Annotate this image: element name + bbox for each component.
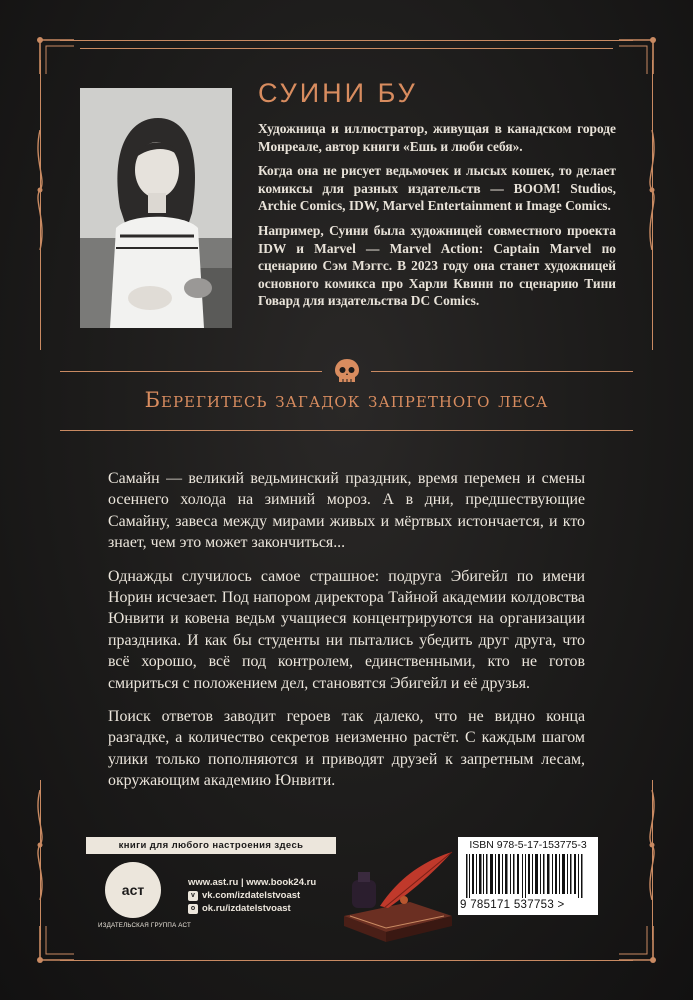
- frame-bottom-line: [60, 960, 633, 961]
- blurb-paragraph: Однажды случилось самое страшное: подруга Эбигейл по имени Норин исчезает. Под напором директора Тайной академии колдовства Юнвити и ковена ведьм учащиеся концентрируются на организации праздника. И как бы студенты ни пытались убедить друг друга, что всё хорошо, всё под контролем, единственными, кто не готов смириться с положением дел, становятся Эбигейл и её друзья.: [108, 567, 585, 692]
- promo-ribbon: книги для любого настроения здесь: [86, 837, 336, 854]
- blurb-paragraph: Поиск ответов заводит героев так далеко, что не видно конца разгадке, а количество секретов неизменно растёт. С каждым шагом улики только пополняются и приводят друзей к запретным лесам, окружающим академию Юнвити.: [108, 708, 585, 790]
- websites-link[interactable]: www.ast.ru | www.book24.ru: [188, 877, 317, 888]
- ok-link[interactable]: ok.ru/izdatelstvoast: [202, 903, 291, 914]
- websites-row: [188, 876, 316, 889]
- bio-paragraph: Художница и иллюстратор, живущая в канадском городе Монреале, автор книги «Ешь и люби себя».: [258, 121, 616, 154]
- author-name: СУИНИ БУ: [258, 78, 418, 108]
- author-photo: [80, 88, 232, 328]
- bio-paragraph: Например, Суини была художницей совместного проекта IDW и Marvel — Marvel Action: Captain Marvel по сценарию Сэм Мэггс. В 2023 году она станет художницей основного комикса про Харли Квинн по сценарию Тини Говард для издательства DC Comics.: [258, 222, 616, 309]
- isbn-label: ISBN 978-5-17-153775-3: [469, 839, 587, 851]
- tagline: Берегитесь загадок запретного леса: [144, 388, 549, 412]
- tagline-underline: [60, 430, 633, 431]
- frame-top-inner-line: [80, 48, 613, 49]
- bio-paragraph: Когда она не рисует ведьмочек и лысых кошек, то делает комиксы для разных издательств — BOOM! Studios, Archie Comics, IDW, Marvel Entertainment и Image Comics.: [258, 163, 616, 214]
- book-inkwell-illustration: [340, 846, 458, 946]
- side-flourish-icon: [33, 790, 47, 900]
- divider-right: [371, 371, 633, 372]
- publisher-logo: [98, 862, 191, 929]
- logo-caption: ИЗДАТЕЛЬСКАЯ ГРУППА АСТ: [98, 922, 191, 929]
- vk-row: [188, 889, 316, 902]
- ok-icon: o: [188, 904, 198, 914]
- author-bio: [258, 120, 616, 317]
- corner-ornament-icon: [34, 34, 80, 80]
- ok-row: [188, 902, 316, 915]
- barcode-panel: [458, 837, 598, 915]
- book-blurb: [108, 468, 585, 804]
- skull-icon: [333, 357, 361, 385]
- publisher-links: [188, 876, 316, 915]
- frame-top-line: [60, 40, 633, 41]
- barcode-icon: [464, 854, 592, 898]
- corner-ornament-icon: [34, 920, 80, 966]
- divider-left: [60, 371, 322, 372]
- corner-ornament-icon: [613, 34, 659, 80]
- barcode-digits: 9 785171 537753 >: [460, 899, 565, 911]
- ast-logo-icon: [105, 862, 161, 918]
- logo-text: аст: [121, 882, 145, 898]
- blurb-paragraph: Самайн — великий ведьминский праздник, время перемен и смены осеннего холода на зимний мороз. А в дни, предшествующие Самайну, завеса между мирами живых и мёртвых истончается, и кто знает, чем это может закончиться...: [108, 470, 585, 552]
- vk-icon: v: [188, 891, 198, 901]
- corner-ornament-icon: [613, 920, 659, 966]
- side-flourish-icon: [645, 130, 659, 250]
- side-flourish-icon: [33, 130, 47, 250]
- vk-link[interactable]: vk.com/izdatelstvoast: [202, 890, 301, 901]
- side-flourish-icon: [645, 790, 659, 900]
